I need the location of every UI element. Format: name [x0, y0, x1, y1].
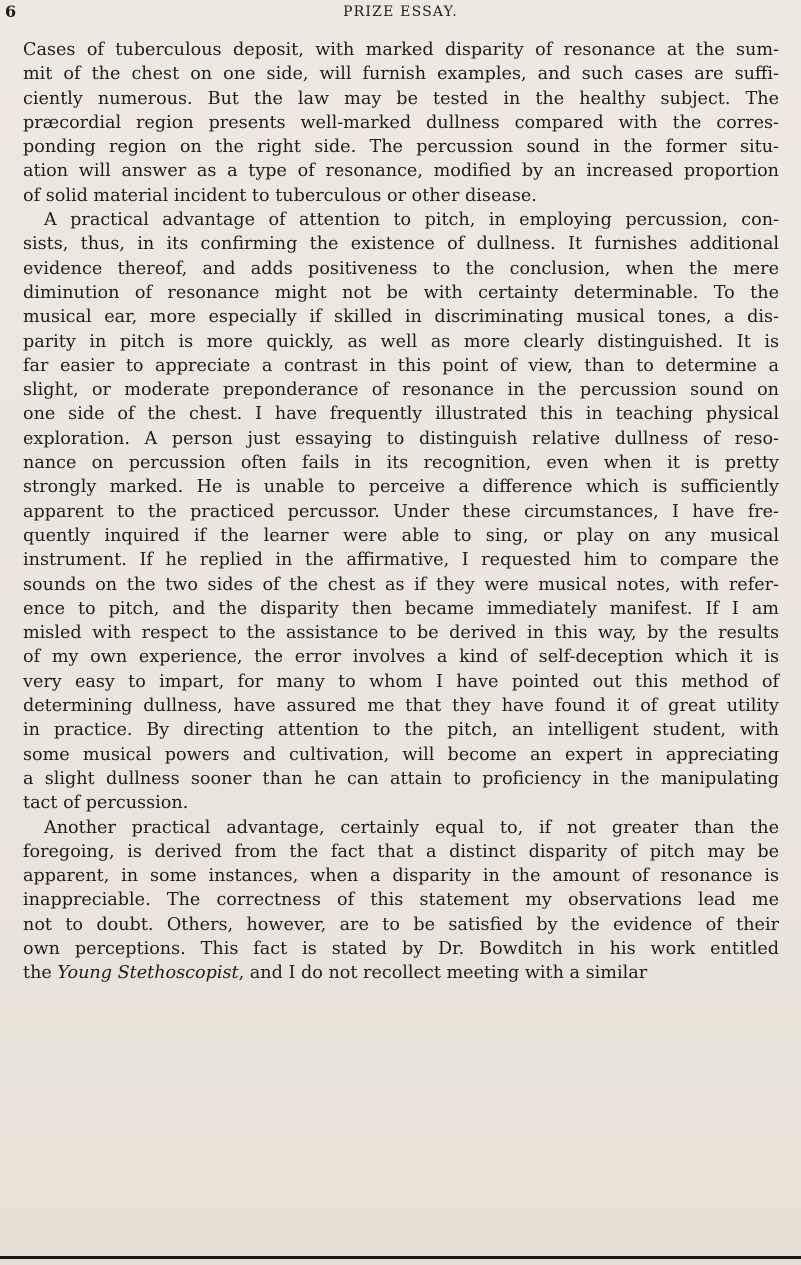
text-line: tact of percussion. [23, 793, 189, 814]
text-line: misled with respect to the assistance to be derived in this way, by the results [23, 623, 779, 644]
text-line: ponding region on the right side. The percussion sound in the former situ- [23, 137, 779, 158]
text-line: præcordial region presents well-marked dullness compared with the corres- [23, 112, 779, 133]
text-line: mit of the chest on one side, will furnish examples, and such cases are suffi- [23, 64, 779, 85]
text-line: of my own experience, the error involves a kind of self-deception which it is [23, 647, 779, 668]
text-line: determining dullness, have assured me that they have found it of great utility [23, 696, 779, 717]
text-line: foregoing, is derived from the fact that a distinct disparity of pitch may be [23, 841, 779, 862]
text-line: apparent to the practiced percussor. Under these circumstances, I have fre- [23, 501, 779, 522]
running-header [0, 2, 801, 26]
text-line: own perceptions. This fact is stated by Dr. Bowditch in his work entitled [23, 938, 779, 959]
text-line: ciently numerous. But the law may be tested in the healthy subject. The [23, 88, 779, 109]
paragraph [23, 38, 779, 208]
book-title-italic: Young Stethoscopist [57, 963, 239, 984]
text-line: slight, or moderate preponderance of resonance in the percussion sound on [23, 380, 779, 401]
text-line: evidence thereof, and adds positiveness to the conclusion, when the mere [23, 258, 779, 279]
text-line: apparent, in some instances, when a disparity in the amount of resonance is [23, 866, 779, 887]
text-line: the Young Stethoscopist, and I do not recollect meeting with a similar [23, 963, 648, 984]
text-line: sounds on the two sides of the chest as if they were musical notes, with refer- [23, 574, 779, 595]
text-line: far easier to appreciate a contrast in this point of view, than to determine a [23, 355, 779, 376]
text-line: musical ear, more especially if skilled in discriminating musical tones, a dis- [23, 307, 779, 328]
paragraph [23, 208, 779, 815]
text-line: ation will answer as a type of resonance, modified by an increased proportion [23, 161, 779, 182]
text-line: quently inquired if the learner were able to sing, or play on any musical [23, 525, 779, 546]
text-line: inappreciable. The correctness of this statement my observations lead me [23, 890, 779, 911]
text-line: sists, thus, in its confirming the existence of dullness. It furnishes additional [23, 234, 779, 255]
text-line: a slight dullness sooner than he can attain to proficiency in the manipulating [23, 768, 779, 789]
text-line: Cases of tuberculous deposit, with marked disparity of resonance at the sum- [23, 40, 779, 60]
text-line: diminution of resonance might not be with certainty determinable. To the [23, 282, 779, 303]
text-line: in practice. By directing attention to the pitch, an intelligent student, with [23, 720, 779, 741]
text-line: exploration. A person just essaying to distinguish relative dullness of reso- [23, 428, 779, 449]
text-line: not to doubt. Others, however, are to be satisfied by the evidence of their [23, 914, 779, 935]
paragraph [23, 816, 779, 986]
text-line: parity in pitch is more quickly, as well as more clearly distinguished. It is [23, 331, 779, 352]
text-line: strongly marked. He is unable to perceive a difference which is sufficiently [23, 477, 779, 498]
text-line: Another practical advantage, certainly equal to, if not greater than the [44, 817, 779, 838]
text-line: some musical powers and cultivation, will become an expert in appreciating [23, 744, 779, 765]
text-line: one side of the chest. I have frequently illustrated this in teaching physical [23, 404, 779, 425]
body-text [23, 38, 779, 986]
page-number: 6 [5, 2, 17, 21]
text-line: A practical advantage of attention to pitch, in employing percussion, con- [44, 210, 779, 231]
running-title: PRIZE ESSAY. [343, 4, 458, 20]
bottom-edge-rule [0, 1256, 801, 1259]
text-line: nance on percussion often fails in its recognition, even when it is pretty [23, 453, 779, 474]
text-line: of solid material incident to tuberculous or other disease. [23, 185, 537, 206]
text-line: ence to pitch, and the disparity then became immediately manifest. If I am [23, 598, 779, 619]
text-line: instrument. If he replied in the affirmative, I requested him to compare the [23, 550, 779, 571]
text-line: very easy to impart, for many to whom I have pointed out this method of [23, 671, 779, 692]
